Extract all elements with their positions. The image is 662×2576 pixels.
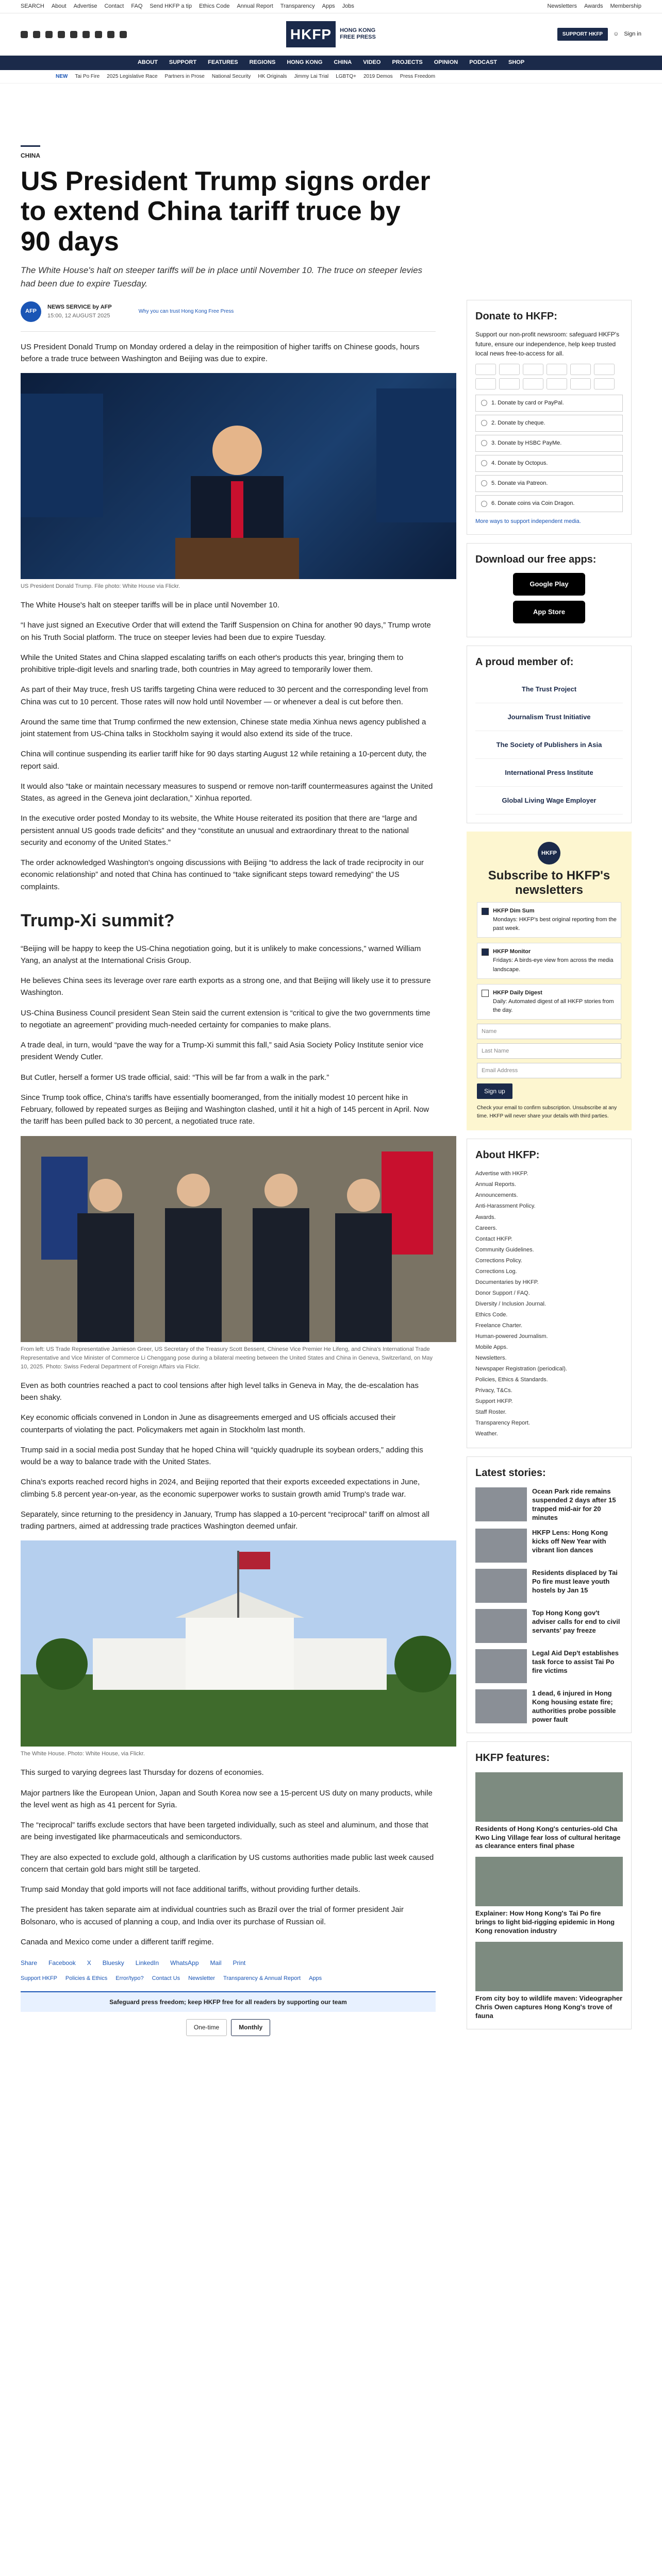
article-title: US President Trump signs order to extend China tariff truce by 90 days xyxy=(21,166,431,257)
paragraph: A trade deal, in turn, would “pave the way for a Trump-Xi summit this fall,” said Asia Society Policy Institute senior vice president Wendy Cutler. xyxy=(21,1041,424,1062)
top-utility-bar xyxy=(0,0,662,13)
about-link[interactable]: Community Guidelines. xyxy=(475,1246,534,1253)
story-title[interactable]: HKFP Lens: Hong Kong kicks off New Year with vibrant lion dances xyxy=(532,1529,608,1554)
about-link[interactable]: Human-powered Journalism. xyxy=(475,1333,548,1340)
about-link[interactable]: Advertise with HKFP. xyxy=(475,1171,528,1177)
geneva-meeting-photo xyxy=(21,1136,456,1342)
donate-option[interactable]: 2. Donate by cheque. xyxy=(475,415,623,432)
monthly-toggle[interactable]: Monthly xyxy=(231,2019,270,2036)
feature-thumbnail xyxy=(475,1772,623,1822)
share-facebook-link[interactable]: Facebook xyxy=(48,1959,76,1967)
paragraph: Trump said Monday that gold imports will not face additional tariffs, without providing further details. xyxy=(21,1885,360,1894)
visa-icon xyxy=(523,364,543,375)
section-heading: Trump-Xi summit? xyxy=(21,910,175,930)
trending-link[interactable]: 2019 Demos xyxy=(363,73,393,79)
utility-link[interactable]: Contact xyxy=(104,3,124,9)
facebook-icon[interactable] xyxy=(33,31,40,38)
nav-item[interactable]: FEATURES xyxy=(208,59,238,66)
utility-link[interactable]: FAQ xyxy=(131,3,143,9)
utility-link[interactable]: Transparency xyxy=(280,3,315,9)
donate-title: Donate to HKFP: xyxy=(475,311,557,322)
footer-link[interactable]: Support HKFP xyxy=(21,1975,57,1981)
share-mail-link[interactable]: Mail xyxy=(210,1959,222,1967)
utility-links-right xyxy=(548,2,641,11)
newsletter-name: HKFP Daily Digest xyxy=(493,989,542,996)
patreon-icon xyxy=(547,378,567,389)
feature-story[interactable] xyxy=(475,1857,623,1936)
paragraph: US-China Business Council president Sean Stein said the current extension is “critical to give the two governments time to negotiate an agreement” providing much-needed certainty for companies to make plans. xyxy=(21,1008,431,1029)
signup-button[interactable]: Sign up xyxy=(477,1083,512,1099)
paragraph: Separately, since returning to the presidency in January, Trump has slapped a 10-percent “reciprocal” tariff on almost all trading partners, aimed at addressing trade practices Washington deemed unfair. xyxy=(21,1510,429,1531)
twitter-icon[interactable] xyxy=(21,31,28,38)
membership-card xyxy=(467,646,632,823)
feature-story[interactable] xyxy=(475,1942,623,2021)
author[interactable]: NEWS SERVICE by AFP xyxy=(47,303,112,310)
about-link[interactable]: Policies, Ethics & Standards. xyxy=(475,1377,548,1383)
trending-link[interactable]: National Security xyxy=(211,73,251,79)
google-play-badge[interactable]: Google Play xyxy=(513,573,585,596)
newsletter-desc: Daily: Automated digest of all HKFP stories from the day. xyxy=(493,998,614,1013)
donate-option[interactable]: 3. Donate by HSBC PayMe. xyxy=(475,435,623,452)
paragraph: “Beijing will be happy to keep the US-China negotiation going, but it is unlikely to make concessions,” warned William Yang, an analyst at the International Crisis Group. xyxy=(21,944,421,965)
about-link[interactable]: Awards. xyxy=(475,1214,496,1221)
features-card xyxy=(467,1741,632,2029)
photo-caption: US President Donald Trump. File photo: White House via Flickr. xyxy=(21,583,180,590)
nav-item[interactable]: VIDEO xyxy=(363,59,381,66)
utility-link[interactable]: Advertise xyxy=(73,3,97,9)
one-time-toggle[interactable]: One-time xyxy=(186,2019,227,2036)
amex-icon xyxy=(570,364,591,375)
about-link[interactable]: Corrections Policy. xyxy=(475,1257,522,1264)
paragraph: Trump said in a social media post Sunday that he hoped China will “quickly quadruple its soybean orders,” adding this would be a way to balance trade with the United States. xyxy=(21,1445,423,1467)
fps-icon xyxy=(475,378,496,389)
linkedin-icon[interactable] xyxy=(95,31,102,38)
nav-item[interactable]: OPINION xyxy=(434,59,458,66)
paragraph: Canada and Mexico come under a different tariff regime. xyxy=(21,1937,214,1946)
main-nav xyxy=(0,56,662,70)
newsletter-checkbox[interactable] xyxy=(482,990,489,997)
white-house-art xyxy=(21,1540,456,1747)
utility-link[interactable]: Annual Report xyxy=(237,3,273,9)
newsletter-option[interactable] xyxy=(477,943,621,978)
footer-link[interactable]: Transparency & Annual Report xyxy=(223,1975,301,1981)
utility-link[interactable]: Ethics Code xyxy=(199,3,230,9)
nav-item[interactable]: REGIONS xyxy=(249,59,276,66)
donation-frequency xyxy=(21,2019,436,2036)
story-thumbnail xyxy=(475,1529,527,1563)
latest-story[interactable] xyxy=(475,1689,623,1724)
paypal-icon xyxy=(499,364,520,375)
latest-story[interactable] xyxy=(475,1529,623,1563)
cheque-icon xyxy=(570,378,591,389)
about-link[interactable]: Privacy, T&Cs. xyxy=(475,1387,512,1394)
divider xyxy=(21,331,436,332)
about-link[interactable]: Mobile Apps. xyxy=(475,1344,508,1351)
paragraph: The “reciprocal” tariffs exclude sectors that have been targeted individually, such as steel and aluminum, and those that are being investigated like pharmaceuticals and semiconductors. xyxy=(21,1821,428,1842)
sidebar xyxy=(467,83,632,2036)
mastercard-icon xyxy=(547,364,567,375)
share-print-link[interactable]: Print xyxy=(233,1959,246,1967)
about-link[interactable]: Careers. xyxy=(475,1225,498,1231)
donate-option[interactable]: 5. Donate via Patreon. xyxy=(475,475,623,492)
newsletter-checkbox[interactable] xyxy=(482,948,489,956)
wechat-icon xyxy=(523,378,543,389)
newsletter-option[interactable] xyxy=(477,902,621,938)
feature-title[interactable]: From city boy to wildlife maven: Videographer Chris Owen captures Hong Kong's trove of fauna xyxy=(475,1994,623,2020)
fine-print: Check your email to confirm subscription. Unsubscribe at any time. HKFP will never share your details with third parties. xyxy=(477,1105,617,1119)
member-logo[interactable]: Journalism Trust Initiative xyxy=(475,703,623,731)
story-title[interactable]: 1 dead, 6 injured in Hong Kong housing estate fire; authorities probe possible power fault xyxy=(532,1689,616,1723)
paragraph: But Cutler, herself a former US trade official, said: “This will be far from a walk in the park.” xyxy=(21,1073,329,1082)
member-logo[interactable]: The Trust Project xyxy=(475,675,623,703)
paragraph: Key economic officials convened in London in June as disagreements emerged and US officials accused their counterparts of violating the pact. Policymakers met again in Stockholm last month. xyxy=(21,1413,396,1434)
newsletter-name: HKFP Dim Sum xyxy=(493,908,535,914)
share-whatsapp-link[interactable]: WhatsApp xyxy=(170,1959,199,1967)
apps-title: Download our free apps: xyxy=(475,554,597,566)
trending-link[interactable]: HK Originals xyxy=(258,73,287,79)
section-kicker[interactable]: CHINA xyxy=(21,145,40,161)
story-thumbnail xyxy=(475,1689,527,1723)
footer-link[interactable]: Error/typo? xyxy=(115,1975,144,1981)
nav-item[interactable]: HONG KONG xyxy=(287,59,323,66)
masthead-actions xyxy=(425,28,641,41)
donate-card xyxy=(467,300,632,535)
donate-more-link[interactable]: More ways to support independent media. xyxy=(475,518,581,525)
about-title: About HKFP: xyxy=(475,1149,540,1161)
donate-text: Support our non-profit newsroom: safeguard HKFP's future, ensure our independence, help keep trusted local news free-to-access for all. xyxy=(475,331,620,358)
mail-icon[interactable] xyxy=(120,31,127,38)
story-title[interactable]: Ocean Park ride remains suspended 2 days after 15 trapped mid-air for 20 minutes xyxy=(532,1487,616,1522)
paragraph: As part of their May truce, fresh US tariffs targeting China were reduced to 30 percent and the corresponding level from China was cut to 10 percent. Those rates will now hold until November — or whenever a deal is cut before then. xyxy=(21,685,428,706)
about-link[interactable]: Anti-Harassment Policy. xyxy=(475,1203,536,1210)
newsletter-box xyxy=(467,832,632,1130)
paragraph: He believes China sees its leverage over rare earth exports as a strong one, and that Beijing will likely use it to pressure Washington. xyxy=(21,976,431,997)
latest-title: Latest stories: xyxy=(475,1467,546,1479)
latest-story[interactable] xyxy=(475,1487,623,1522)
member-logo[interactable]: Global Living Wage Employer xyxy=(475,787,623,815)
rss-icon[interactable] xyxy=(107,31,114,38)
member-logo[interactable]: The Society of Publishers in Asia xyxy=(475,731,623,759)
utility-link[interactable]: Jobs xyxy=(342,3,354,9)
trending-link[interactable]: Partners in Prose xyxy=(164,73,205,79)
feature-title[interactable]: Residents of Hong Kong's centuries-old Cha Kwo Ling Village fear loss of cultural heritage as clearance enters final phase xyxy=(475,1824,621,1850)
alipay-icon xyxy=(499,378,520,389)
masthead xyxy=(0,13,662,56)
trending-link[interactable]: Press Freedom xyxy=(400,73,436,79)
trending-link[interactable]: Jimmy Lai Trial xyxy=(294,73,329,79)
paragraph: The White House's halt on steeper tariffs will be in place until November 10. xyxy=(21,601,280,610)
about-link[interactable]: Contact HKFP. xyxy=(475,1235,512,1242)
bluesky-icon[interactable] xyxy=(70,31,77,38)
newsletter-title: Subscribe to HKFP's newsletters xyxy=(488,869,610,897)
site-logo[interactable] xyxy=(286,21,376,47)
trump-photo-art xyxy=(21,373,456,579)
nav-item[interactable]: SHOP xyxy=(508,59,525,66)
coin-icon xyxy=(594,378,615,389)
nav-item[interactable]: PODCAST xyxy=(469,59,497,66)
about-link[interactable]: Annual Reports. xyxy=(475,1181,516,1188)
utility-link[interactable]: Awards xyxy=(584,3,603,9)
newsletter-checkbox[interactable] xyxy=(482,908,489,915)
story-thumbnail xyxy=(475,1569,527,1603)
feature-story[interactable] xyxy=(475,1772,623,1851)
nav-item[interactable]: PROJECTS xyxy=(392,59,423,66)
about-link[interactable]: Newspaper Registration (periodical). xyxy=(475,1366,567,1372)
trust-link[interactable]: Why you can trust Hong Kong Free Press xyxy=(138,308,234,314)
about-link[interactable]: Transparency Report. xyxy=(475,1420,530,1427)
donate-option[interactable]: 6. Donate coins via Coin Dragon. xyxy=(475,495,623,512)
signup-field[interactable]: Email Address xyxy=(477,1063,621,1078)
paragraph: US President Donald Trump on Monday ordered a delay in the reimposition of higher tariffs on Chinese goods, hours before a trade truce between Washington and Beijing was due to expire. xyxy=(21,342,420,363)
latest-story[interactable] xyxy=(475,1609,623,1643)
share-bluesky-link[interactable]: Bluesky xyxy=(102,1959,124,1967)
payme-icon xyxy=(475,364,496,375)
app-store-badge[interactable]: App Store xyxy=(513,601,585,623)
about-link[interactable]: Weather. xyxy=(475,1431,498,1437)
footer-link[interactable]: Apps xyxy=(309,1975,322,1981)
paragraph: In the executive order posted Monday to its website, the White House reiterated its position that there are “large and persistent annual US goods trade deficits” and they “constitute an unusual and extraordinary threat to the national security and economy of the United States.” xyxy=(21,814,417,847)
apps-card xyxy=(467,543,632,637)
about-link[interactable]: Corrections Log. xyxy=(475,1268,517,1275)
about-link[interactable]: Donor Support / FAQ. xyxy=(475,1290,530,1296)
photo-caption: The White House. Photo: White House, via Flickr. xyxy=(21,1751,145,1757)
donate-option[interactable]: 1. Donate by card or PayPal. xyxy=(475,395,623,412)
social-icons xyxy=(21,31,237,38)
newsletter-logo: HKFP xyxy=(538,842,560,865)
utility-link[interactable]: Newsletters xyxy=(547,3,577,9)
share-bar xyxy=(21,1958,436,1968)
trending-link[interactable]: Tai Po Fire xyxy=(75,73,100,79)
member-title: A proud member of: xyxy=(475,656,574,668)
logo-mark: HKFP xyxy=(286,21,336,47)
utility-link[interactable]: Membership xyxy=(610,3,641,9)
story-thumbnail xyxy=(475,1649,527,1683)
publish-date: 15:00, 12 AUGUST 2025 xyxy=(47,312,110,319)
utility-link[interactable]: SEARCH xyxy=(21,3,44,9)
threads-icon[interactable] xyxy=(58,31,65,38)
newsletter-desc: Fridays: A birds-eye view from across the media landscape. xyxy=(493,957,614,973)
article xyxy=(21,83,456,2036)
paragraph: China's exports reached record highs in 2024, and Beijing reported that their exports exceeded expectations in June, climbing 5.8 percent year-on-year, as the economic superpower works to sustain growth amid Trump's trade war. xyxy=(21,1478,420,1499)
about-card xyxy=(467,1139,632,1448)
share-x-link[interactable]: X xyxy=(87,1959,91,1967)
paragraph: They are also expected to exclude gold, although a clarification by US customs authorities made public last week caused concern that certain gold bars might still be targeted. xyxy=(21,1853,434,1874)
signup-field[interactable]: Name xyxy=(477,1024,621,1039)
paragraph: China will continue suspending its earlier tariff hike for 90 days starting August 12 while retaining a 10-percent duty, the report said. xyxy=(21,750,427,771)
byline xyxy=(21,301,436,322)
nav-item[interactable]: SUPPORT xyxy=(169,59,197,66)
trump-photo xyxy=(21,373,456,579)
paragraph: “I have just signed an Executive Order that will extend the Tariff Suspension on China for another 90 days,” Trump wrote on his Truth Social platform. The truce on steeper levies had been due to expire Tuesday. xyxy=(21,621,431,642)
paragraph: Even as both countries reached a pact to cool tensions after high level talks in Geneva in May, the de-escalation has been shaky. xyxy=(21,1381,419,1402)
nav-item[interactable]: CHINA xyxy=(334,59,352,66)
octopus-icon xyxy=(594,364,615,375)
user-icon[interactable]: ☺ xyxy=(613,30,619,37)
logo-text: HONG KONG FREE PRESS xyxy=(340,27,376,41)
paragraph: The president has taken separate aim at individual countries such as Brazil over the trial of former president Jair Bolsonaro, who is accused of planning a coup, and India over its purchase of Russian oil. xyxy=(21,1905,404,1926)
story-title[interactable]: Top Hong Kong gov't adviser calls for end to civil servants' pay freeze xyxy=(532,1609,620,1634)
feature-title[interactable]: Explainer: How Hong Kong's Tai Po fire brings to light bid-rigging epidemic in Hong Kong renovation industry xyxy=(475,1909,615,1935)
donate-option[interactable]: 4. Donate by Octopus. xyxy=(475,455,623,472)
feature-thumbnail xyxy=(475,1857,623,1906)
latest-card xyxy=(467,1456,632,1733)
support-button[interactable]: SUPPORT HKFP xyxy=(557,28,608,41)
about-link[interactable]: Freelance Charter. xyxy=(475,1322,523,1329)
story-thumbnail xyxy=(475,1609,527,1643)
newsletter-option[interactable] xyxy=(477,984,621,1020)
nav-item[interactable]: ABOUT xyxy=(137,59,158,66)
photo-caption: From left: US Trade Representative Jamieson Greer, US Secretary of the Treasury Scott Bessent, Chinese Vice Premier He Lifeng, and China's International Trade Representative and Vice Minister of Commerce Li Chenggang pose during a bilateral meeting between the United States and China in Geneva, Switzerland, on May 10, 2025. Photo: Swiss Federal Department of Foreign Affairs via Flickr. xyxy=(21,1346,433,1370)
footer-link[interactable]: Contact Us xyxy=(152,1975,180,1981)
utility-links-left xyxy=(21,2,354,11)
new-tag: NEW xyxy=(56,73,68,79)
latest-story[interactable] xyxy=(475,1649,623,1683)
story-thumbnail xyxy=(475,1487,527,1521)
member-logo[interactable]: International Press Institute xyxy=(475,759,623,787)
story-title[interactable]: Legal Aid Dep't establishes task force to assist Tai Po fire victims xyxy=(532,1649,619,1674)
signup-field[interactable]: Last Name xyxy=(477,1043,621,1059)
paragraph: Around the same time that Trump confirmed the new extension, Chinese state media Xinhua news agency published a joint statement from US-China talks in Stockholm saying it would also extend its side of the truce. xyxy=(21,717,426,739)
paragraph: Since Trump took office, China's tariffs have essentially boomeranged, from the initially modest 10 percent hike in February, followed by repeated surges as Beijing and Washington clashed, until it hit a high of 145 percent in April. Now the tariff has been pulled back to 30 percent, a negotiated truce rate. xyxy=(21,1093,429,1126)
latest-story[interactable] xyxy=(475,1569,623,1603)
instagram-icon[interactable] xyxy=(45,31,53,38)
paragraph: Major partners like the European Union, Japan and South Korea now see a 15-percent US duty on many products, while the level went as high as 41 percent for Syria. xyxy=(21,1788,433,1809)
trending-link[interactable]: LGBTQ+ xyxy=(336,73,356,79)
newsletter-desc: Mondays: HKFP's best original reporting from the past week. xyxy=(493,917,617,932)
features-title: HKFP features: xyxy=(475,1752,550,1764)
utility-link[interactable]: Send HKFP a tip xyxy=(150,3,192,9)
white-house-photo xyxy=(21,1540,456,1747)
paragraph: It would also “take or maintain necessary measures to suspend or remove non-tariff countermeasures against the United States, as agreed in the Geneva joint declaration,” Xinhua reported. xyxy=(21,782,433,803)
share-label: Share xyxy=(21,1959,38,1967)
about-link[interactable]: Announcements. xyxy=(475,1192,518,1199)
story-title[interactable]: Residents displaced by Tai Po fire must leave youth hostels by Jan 15 xyxy=(532,1569,618,1594)
utility-link[interactable]: Apps xyxy=(322,3,335,9)
footer-link[interactable]: Newsletter xyxy=(188,1975,216,1981)
trending-link[interactable]: 2025 Legislative Race xyxy=(107,73,158,79)
geneva-photo-art xyxy=(21,1136,456,1342)
paragraph: This surged to varying degrees last Thursday for dozens of economies. xyxy=(21,1768,264,1777)
footer-link[interactable]: Policies & Ethics xyxy=(65,1975,108,1981)
about-link[interactable]: Support HKFP. xyxy=(475,1398,513,1405)
about-link[interactable]: Staff Roster. xyxy=(475,1409,507,1416)
about-link[interactable]: Diversity / Inclusion Journal. xyxy=(475,1300,546,1307)
youtube-icon[interactable] xyxy=(82,31,90,38)
about-link[interactable]: Ethics Code. xyxy=(475,1311,508,1318)
utility-link[interactable]: About xyxy=(51,3,67,9)
paragraph: The order acknowledged Washington's ongoing discussions with Beijing “to address the lack of trade reciprocity in our economic relationship” and noted that China has continued to “take significant steps toward remedying” the US complaints. xyxy=(21,858,424,891)
payment-methods xyxy=(475,364,623,389)
feature-thumbnail xyxy=(475,1942,623,1991)
trending-bar xyxy=(0,70,662,83)
signin-link[interactable]: Sign in xyxy=(624,30,641,37)
paragraph: While the United States and China slapped escalating tariffs on each other's products this year, bringing them to prohibitive triple-digit levels and snarling trade, both countries in May agreed to temporarily lower them. xyxy=(21,653,404,674)
about-link[interactable]: Newsletters. xyxy=(475,1355,507,1362)
avatar: AFP xyxy=(21,301,41,322)
article-deck: The White House's halt on steeper tariffs will be in place until November 10. The truce on steeper levies had been due to expire Tuesday. xyxy=(21,265,423,289)
newsletter-name: HKFP Monitor xyxy=(493,948,531,955)
support-banner[interactable]: Safeguard press freedom; keep HKFP free for all readers by supporting our team xyxy=(21,1991,436,2012)
about-link[interactable]: Documentaries by HKFP. xyxy=(475,1279,539,1285)
share-linkedin-link[interactable]: LinkedIn xyxy=(135,1959,159,1967)
article-footer-links xyxy=(21,1974,436,1983)
